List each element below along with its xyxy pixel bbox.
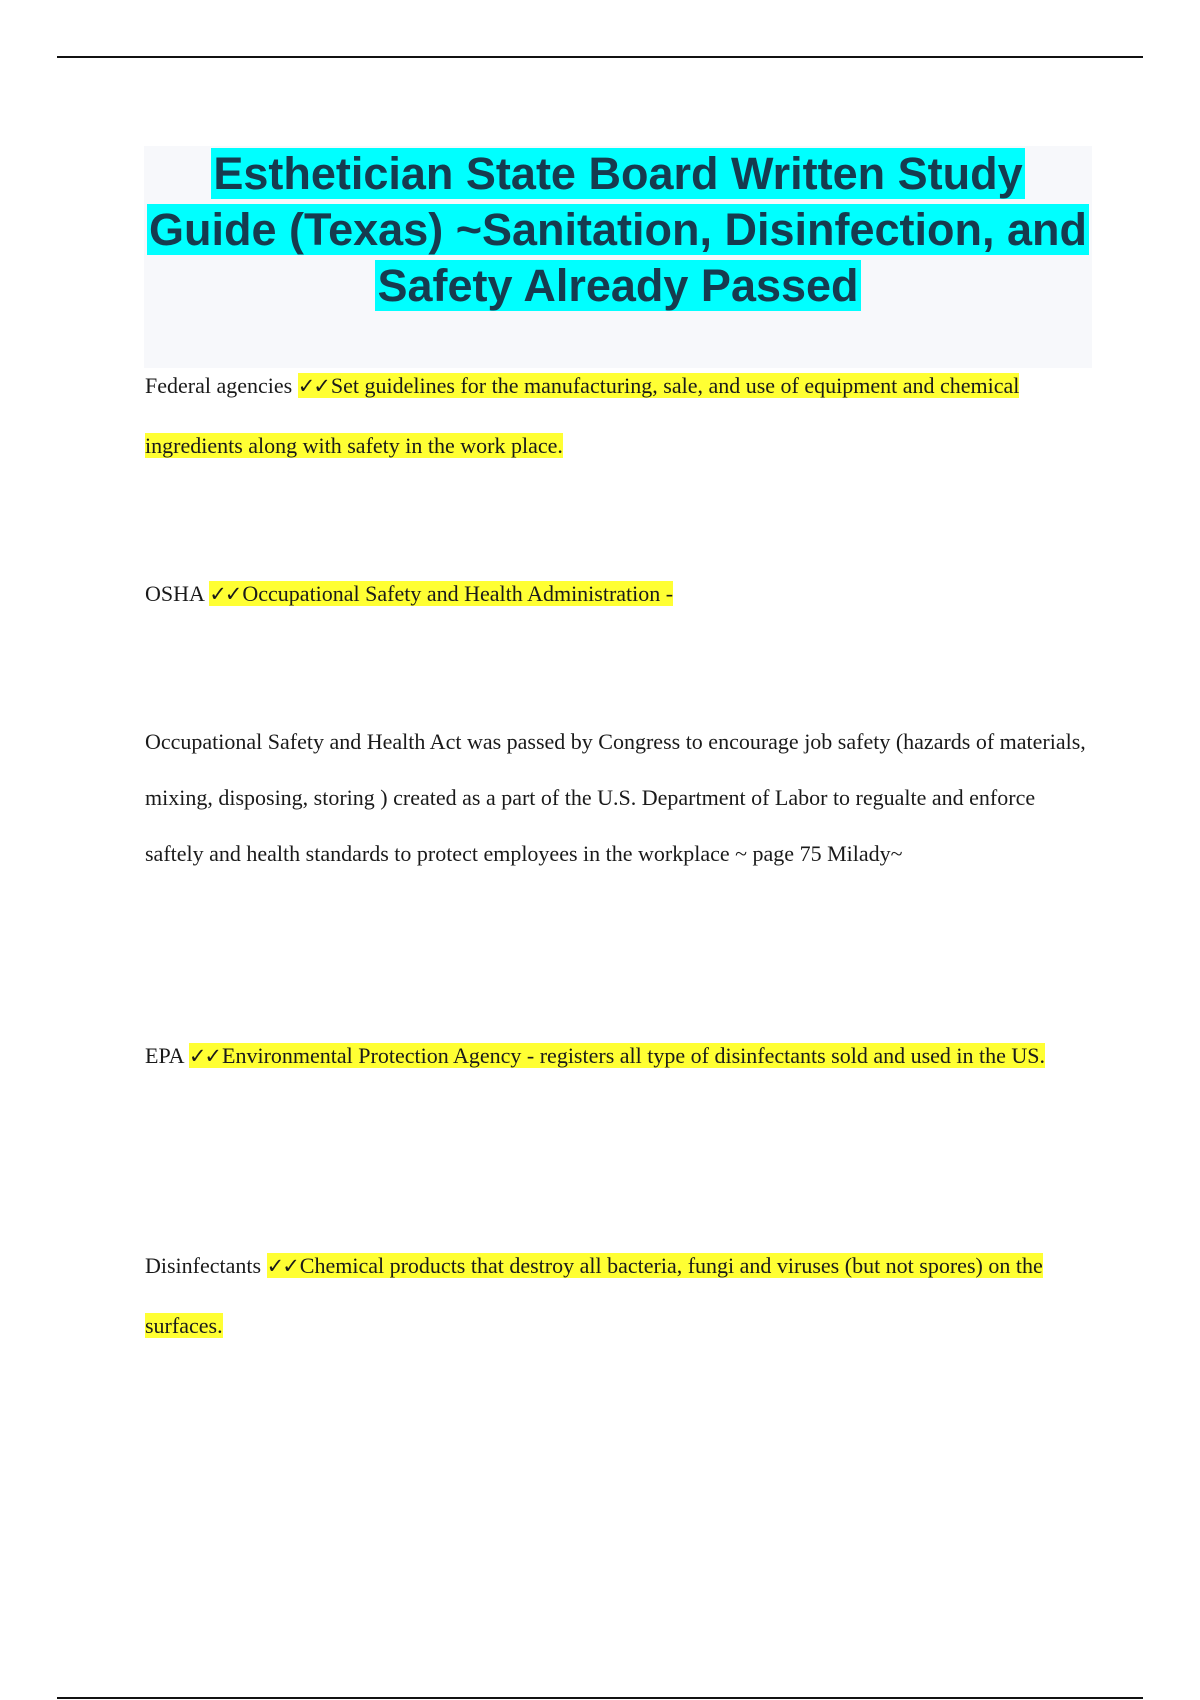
double-check-icon: ✓✓ <box>209 582 241 606</box>
double-check-icon: ✓✓ <box>297 374 329 398</box>
definition-text: Chemical products that destroy all bacteria, fungi and viruses (but not spores) on the surfaces. <box>145 1253 1043 1338</box>
answer-highlight <box>145 1253 1043 1338</box>
definition-text: Set guidelines for the manufacturing, sale, and use of equipment and chemical ingredients along with safety in the work place. <box>145 373 1020 458</box>
double-check-icon: ✓✓ <box>188 1044 221 1068</box>
bottom-rule <box>57 1697 1143 1699</box>
top-rule <box>57 56 1143 58</box>
term-label: OSHA <box>145 581 204 606</box>
entry-disinfectants <box>145 1236 1090 1356</box>
definition-text: Environmental Protection Agency - registers all type of disinfectants sold and used in the US. <box>222 1043 1046 1068</box>
answer-highlight <box>189 1043 1045 1068</box>
answer-highlight <box>209 581 673 606</box>
document-title <box>144 146 1092 314</box>
term-label: Disinfectants <box>145 1253 262 1278</box>
title-highlight: Esthetician State Board Written Study Guide (Texas) ~Sanitation, Disinfection, and Safety Already Passed <box>148 148 1088 311</box>
term-label: Federal agencies <box>145 373 293 398</box>
entry-osha <box>145 564 1090 624</box>
entry-federal-agencies <box>145 356 1090 476</box>
definition-text: Occupational Safety and Health Administration - <box>242 581 674 606</box>
entry-epa <box>145 1026 1090 1086</box>
title-block <box>144 146 1092 368</box>
term-label: EPA <box>145 1043 184 1068</box>
double-check-icon: ✓✓ <box>266 1254 298 1278</box>
osha-act-paragraph: Occupational Safety and Health Act was passed by Congress to encourage job safety (hazards of materials, mixing, disposing, storing ) created as a part of the U.S. Department of Labor to regualte and enforce saftely and health standards to protect employees in the workplace ~ page 75 Milady~ <box>145 729 1086 866</box>
